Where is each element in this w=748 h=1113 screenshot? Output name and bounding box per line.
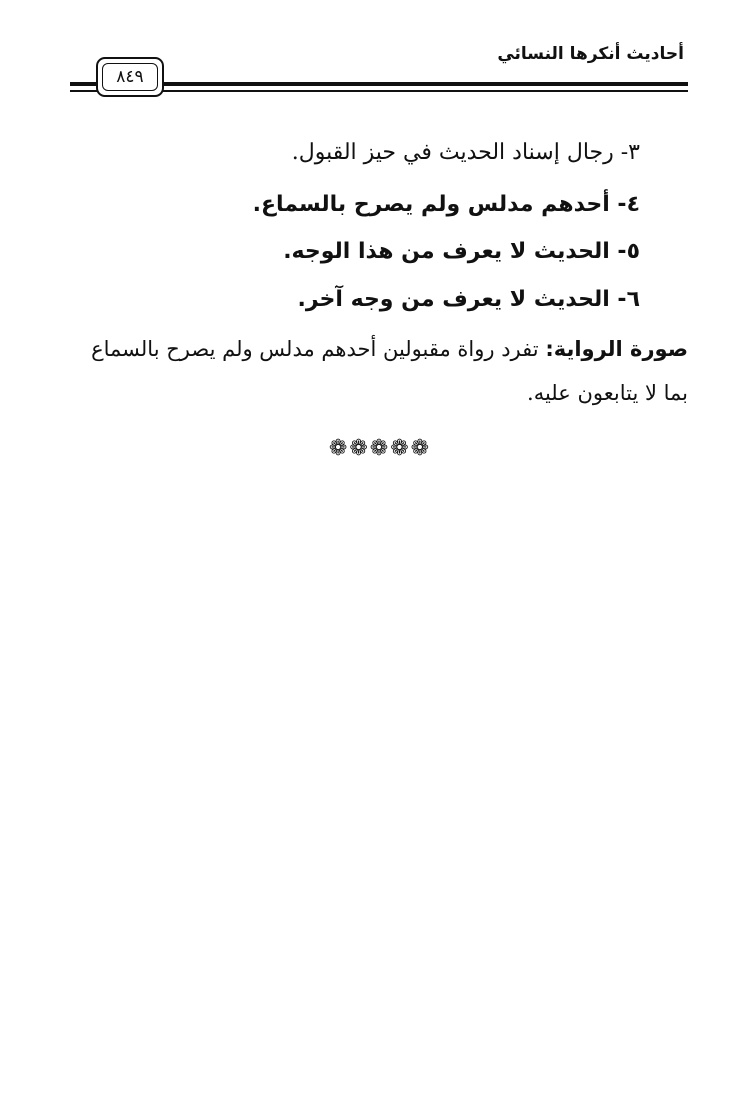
section-ornament-divider: ❁❁❁❁❁ xyxy=(328,436,432,461)
list-item-6: ٦- الحديث لا يعرف من وجه آخر. xyxy=(297,287,640,312)
narration-label: صورة الرواية: xyxy=(545,337,688,361)
running-header-title: أحاديث أنكرها النسائي xyxy=(497,44,684,64)
narration-paragraph-line-1 xyxy=(91,337,688,361)
list-item-3: ٣- رجال إسناد الحديث في حيز القبول. xyxy=(291,140,640,165)
page-number: ٨٤٩ xyxy=(116,67,144,87)
narration-text-1: تفرد رواة مقبولين أحدهم مدلس ولم يصرح بالسماع xyxy=(91,337,539,361)
narration-paragraph-line-2: بما لا يتابعون عليه. xyxy=(527,381,688,405)
list-item-5: ٥- الحديث لا يعرف من هذا الوجه. xyxy=(283,239,640,264)
list-item-4: ٤- أحدهم مدلس ولم يصرح بالسماع. xyxy=(252,192,640,217)
page-number-frame xyxy=(96,57,164,97)
